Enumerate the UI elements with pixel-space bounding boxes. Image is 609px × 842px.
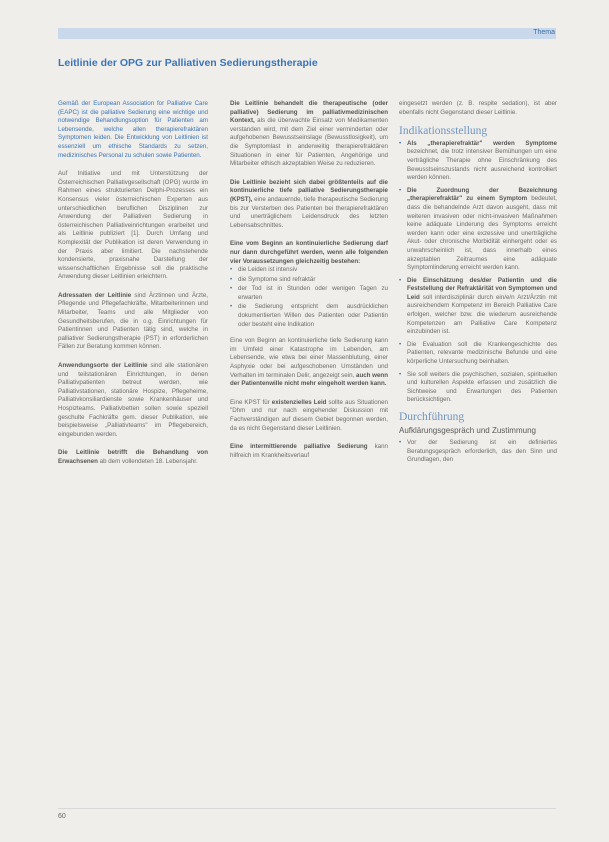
paragraph [230,443,388,460]
list-item: • der Tod ist in Stunden oder wenigen Tagen zu erwarten [230,285,388,302]
intro-text: Gemäß der European Association for Palliative Care (EAPC) ist die palliative Sedierung eine wichtige und notwendige Behandlungsoption für Patienten am Lebensende, welche allen therapierefraktären Symptomen leiden. Die Entwicklung von Leitlinien ist essenziell um ethische Standards zu setzen, medizinisches Personal zu schulen sowie Patienten. [58,100,208,159]
page-number: 60 [58,813,66,820]
conditions-list [230,266,388,329]
list-item: • die Symptome sind refraktär [230,276,388,285]
page-title: Leitlinie der OPG zur Palliativen Sedierungstherapie [58,57,318,69]
paragraph [58,362,208,439]
list-item [399,371,557,405]
paragraph [58,170,208,282]
body-text: sollte aus Situationen "Dhm und nur nach eingehender Diskussion mit Fachverständigen auf diesem Gebiet begonnen werden, da es nicht Gegenstand dieser Leitlinien. [230,398,388,432]
paragraph [399,100,557,117]
footer-rule [58,808,556,809]
paragraph [58,449,208,466]
bold-lead: Eine vom Beginn an kontinuierliche Sedierung darf nur dann durchgeführt werden, wenn alle folgenden vier Voraussetzungen gleichzeitig bestehen: [230,240,388,265]
subsection-heading: Aufklärungsgespräch und Zustimmung [399,425,536,435]
body-text: sind alle stationären und teilstationären Einrichtungen, in denen Palliativpatienten betreut werden, wie Palliativstationen, stationäre Hospize, Pflegeheime, Palliativkonsiliardienste sowie Krankenhäuser und Hospizteams. Palliativbetten sollen sowie speziell geschulte Fachkräfte gem. dieser Publikation, wie beispielsweise „Palliativteams" im Pflegebereich, eingebunden werden. [58,362,208,438]
header-bar [58,28,556,39]
indication-list [399,140,557,405]
bold-inline: existenzielles Leid [271,398,327,406]
paragraph [58,292,208,352]
column-1 [58,100,208,477]
bold-lead: Anwendungsorte der Leitlinie [58,362,148,370]
body-text: eine andauernde, tiefe therapeutische Sedierung bis zur Versterben des Patienten bei therapierefraktären und unerträglichem Leidensdruck des letzten Lebensabschnittes. [230,195,388,229]
paragraph [230,337,388,389]
bold-lead: Die Zuordnung der Bezeichnung „therapierefraktär" zu einem Symptom [407,186,557,203]
paragraph [230,100,388,169]
intro-text-2: Auf Initiative und mit Unterstützung der Österreichischen Palliativgesellschaft (OPG) wurde im Rahmen eines strukturierten Delphi-Prozesses ein Konsensus vieler österreichischen Experten aus unterschiedlichen beruflichen Disziplinen zur Anwendung der Palliativen Sedierung in österreichischen Palliativeinrichtungen erarbeitet und als Leitlinie publiziert [1]. Durch Umfang und Komplexität der Publikation ist deren Verwendung in der Praxis aber limitiert. Die nachstehende kondensierte, praxisnahe Darstellung der wissenschaftlichen Ergebnisse soll die praktische Anwendung dieser Leitlinien erleichtern. [58,170,208,281]
bold-lead: Die Leitlinie betrifft die Behandlung von Erwachsenen [58,449,208,465]
body-text: kann hilfreich im Krankheitsverlauf [230,443,388,459]
body-text: bedeutet, dass die behandelnde Arzt davon ausgeht, dass mit weiteren invasiven oder nicht-invasiven Maßnahmen keine adäquate Linderung des Symptoms erreicht werden kann oder eine exzessive und unerträgliche Akut- oder chronische Morbidität einhergeht oder es unwahrscheinlich ist, dass innerhalb eines akzeptablen Zeitraumes eine adäquate Symptomlinderung erreicht werden kann. [407,195,558,272]
body-text: Eine KPST für [230,398,272,406]
body-text: sind Ärztinnen und Ärzte, Pflegende und Pflegefachkräfte, Mitarbeiterinnen und Mitarbeiter, Teams und alle Mitglieder von Gesundheitsberufen, die in o.g. Einrichtungen für Patientinnen und Patienten tätig sind, welche in palliativer Sedierungstherapie (PST) in erforderlichen Fällen zur Beratung kommen können. [58,291,208,351]
paragraph [230,240,388,266]
consent-list [399,439,557,465]
body-text: Sie soll weiters die psychischen, sozialen, spirituellen und kulturellen Aspekte erfassen und zusätzlich die Sichtweise und Erwartungen des Patienten berücksichtigen. [407,370,557,404]
section-heading-indikation: Indikationsstellung [399,125,488,138]
list-item: • die Leiden ist intensiv [230,266,388,275]
bold-lead: Die Einschätzung des/der Patientin und die Feststellung der Refraktärität von Symptomen und Leid [407,276,557,301]
body-text: Die Evaluation soll die Krankengeschichte des Patienten, relevante medizinische Befunde und eine körperliche Untersuchung beinhalten. [407,340,557,366]
paragraph [230,179,388,231]
list-item: • Vor der Sedierung ist ein definiertes Beratungsgespräch erforderlich, das den Sinn und Grundlagen, den [399,439,557,465]
list-item: • die Sedierung entspricht dem ausdrücklichen dokumentierten Willen des Patienten oder Patientin oder besteht eine Indikation [230,303,388,329]
column-2 [230,100,388,470]
body-text: Eine von Beginn an kontinuierliche tiefe Sedierung kann im Umfeld einer Katastrophe im Lebenden, am Lebensende, wie etwa bei einer Massenblutung, einer Asphyxie oder bei aufgeschobenen Umständen und Verhalten im terminalen Delir, angezeigt sein, [230,337,388,379]
bold-tail: auch wenn der Patientenwille nicht mehr eingeholt werden kann. [230,371,388,388]
body-text: soll interdisziplinär durch ein/e/n Arzt/Ärztin mit ausreichendem Kompetenz im Bereich Palliative Care erfolgen, welcher bzw. die wiederum ausreichende Kompetenzen am Palliative Care Kompetenz einzubinden ist. [407,293,557,336]
bold-lead: Die Leitlinie behandelt die therapeutische (oder palliative) Sedierung im palliativmedizinischen Kontext, [230,100,388,125]
list-item [399,187,557,273]
paragraph [230,399,388,433]
bold-lead: Als „therapierefraktär" werden Symptome [407,139,557,147]
body-text: ab dem vollendeten 18. Lebensjahr. [97,457,198,465]
paragraph [58,100,208,160]
body-text: als die überwachte Einsatz von Medikamenten verstanden wird, mit dem Ziel einer verminderten oder aufgehobenen Bewusstseinslage (Bewusstlosigkeit), um die Symptomlast in anderweitig therapierefraktären Situationen in einer für Patienten, Angehörige und Mitarbeiter ethisch akzeptablen Weise zu reduzieren. [230,117,388,168]
bold-lead: Eine intermittierende palliative Sedierung [230,443,368,451]
body-text: bezeichnet, die trotz intensiver Bemühungen um eine verträgliche Therapie ohne Einschränkung des Bewusstseinszustands nicht ausreichend kontrolliert werden können. [407,148,557,182]
body-text: eingesetzt werden (z. B. respite sedation), ist aber ebenfalls nicht Gegenstand dieser Leitlinie. [399,100,557,116]
list-item [399,341,557,367]
bold-lead: Adressaten der Leitlinie [58,291,132,299]
header-category: Thema [533,29,555,36]
column-3 [399,100,557,473]
bold-lead: Die Leitlinie bezieht sich dabei größtenteils auf die kontinuierliche tiefe palliative Sedierungstherapie (KPST), [230,178,388,203]
list-item [399,140,557,183]
list-item [399,277,557,337]
section-heading-durchfuehrung: Durchführung [399,411,465,423]
